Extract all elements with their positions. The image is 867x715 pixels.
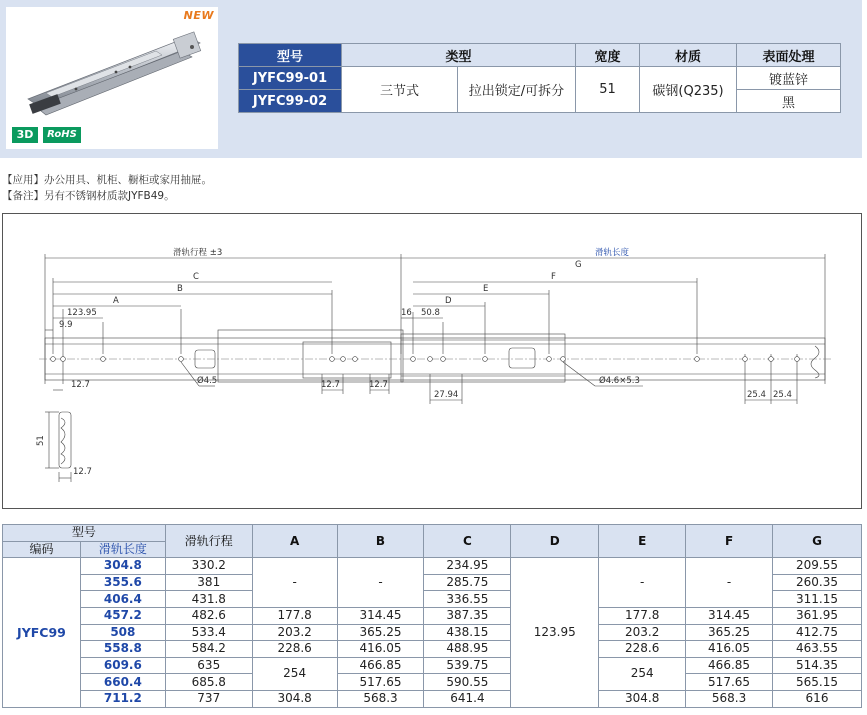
table-row-len: 660.4 <box>80 674 165 691</box>
label-12-7-d: 12.7 <box>73 467 92 477</box>
dim-header-C: C <box>424 525 511 558</box>
table-cell-stroke: 533.4 <box>165 624 252 641</box>
label-phi-4-5: Ø4.5 <box>197 376 218 386</box>
product-info-panel <box>0 0 862 158</box>
label-25-4-b: 25.4 <box>773 390 792 400</box>
label-D: D <box>445 296 452 306</box>
dim-header-A: A <box>252 525 337 558</box>
dim-code: JYFC99 <box>3 558 81 707</box>
table-cell-G: 463.55 <box>773 641 862 658</box>
table-cell-G: 260.35 <box>773 574 862 591</box>
label-G: G <box>575 260 582 270</box>
table-cell-C: 539.75 <box>424 657 511 674</box>
table-cell-G: 361.95 <box>773 607 862 624</box>
table-cell-A-dash: - <box>252 558 337 608</box>
dim-header-length: 滑轨长度 <box>80 541 165 558</box>
table-cell-F: 568.3 <box>686 690 773 707</box>
table-cell-C: 438.15 <box>424 624 511 641</box>
rohs-badge: RoHS <box>43 127 81 143</box>
table-cell-E: 304.8 <box>599 690 686 707</box>
table-cell-G: 514.35 <box>773 657 862 674</box>
table-cell-G: 209.55 <box>773 558 862 575</box>
table-row-len: 355.6 <box>80 574 165 591</box>
dimension-table <box>2 524 862 708</box>
table-cell-A: 228.6 <box>252 641 337 658</box>
dim-header-E: E <box>599 525 686 558</box>
table-cell-G: 412.75 <box>773 624 862 641</box>
table-cell-F: 466.85 <box>686 657 773 674</box>
table-cell-stroke: 635 <box>165 657 252 674</box>
table-cell-E: 203.2 <box>599 624 686 641</box>
dim-header-code: 编码 <box>3 541 81 558</box>
spec-header-material: 材质 <box>640 44 737 67</box>
table-cell-C: 336.55 <box>424 591 511 608</box>
table-row-len: 508 <box>80 624 165 641</box>
label-12-7-b: 12.7 <box>321 380 340 390</box>
table-cell-stroke: 685.8 <box>165 674 252 691</box>
label-12-7-c: 12.7 <box>369 380 388 390</box>
table-row-len: 558.8 <box>80 641 165 658</box>
table-cell-B: 416.05 <box>337 641 424 658</box>
spec-model-01: JYFC99-01 <box>239 67 342 90</box>
table-cell-E: 228.6 <box>599 641 686 658</box>
table-cell-D: 123.95 <box>511 558 599 707</box>
dim-header-D: D <box>511 525 599 558</box>
table-cell-F: 365.25 <box>686 624 773 641</box>
table-cell-B-dash: - <box>337 558 424 608</box>
table-cell-G: 311.15 <box>773 591 862 608</box>
spec-type-1: 三节式 <box>342 67 458 113</box>
remark-note: 【备注】另有不锈钢材质款JYFB49。 <box>2 190 175 202</box>
table-cell-F: 314.45 <box>686 607 773 624</box>
table-cell-F: 416.05 <box>686 641 773 658</box>
label-C: C <box>193 272 199 282</box>
table-cell-A: 304.8 <box>252 690 337 707</box>
label-123-95: 123.95 <box>67 308 97 318</box>
label-length: 滑轨长度 <box>595 248 630 258</box>
3d-badge: 3D <box>12 127 38 143</box>
dim-header-F: F <box>686 525 773 558</box>
label-9-9: 9.9 <box>59 320 73 330</box>
label-E: E <box>483 284 489 294</box>
dim-header-G: G <box>773 525 862 558</box>
notes <box>2 172 212 204</box>
table-cell-stroke: 431.8 <box>165 591 252 608</box>
label-27-94: 27.94 <box>434 390 459 400</box>
table-cell-C: 285.75 <box>424 574 511 591</box>
table-cell-stroke: 381 <box>165 574 252 591</box>
table-row-len: 609.6 <box>80 657 165 674</box>
label-stroke: 滑轨行程 ±3 <box>173 248 223 258</box>
table-cell-A: 177.8 <box>252 607 337 624</box>
table-cell-B: 466.85 <box>337 657 424 674</box>
table-cell-F: 517.65 <box>686 674 773 691</box>
table-cell-G: 565.15 <box>773 674 862 691</box>
spec-header-type: 类型 <box>342 44 576 67</box>
table-cell-C: 387.35 <box>424 607 511 624</box>
table-cell-E-254: 254 <box>599 657 686 690</box>
spec-type-2: 拉出锁定/可拆分 <box>458 67 576 113</box>
table-cell-B: 517.65 <box>337 674 424 691</box>
spec-material: 碳钢(Q235) <box>640 67 737 113</box>
table-cell-stroke: 737 <box>165 690 252 707</box>
label-12-7-a: 12.7 <box>71 380 90 390</box>
table-row-len: 711.2 <box>80 690 165 707</box>
table-cell-stroke: 584.2 <box>165 641 252 658</box>
product-image <box>6 7 218 149</box>
table-cell-A: 203.2 <box>252 624 337 641</box>
table-cell-A-254: 254 <box>252 657 337 690</box>
spec-surface-1: 镀蓝锌 <box>737 67 841 90</box>
label-50-8: 50.8 <box>421 308 440 318</box>
dim-header-model: 型号 <box>3 525 166 542</box>
spec-table <box>238 43 841 113</box>
table-cell-G: 616 <box>773 690 862 707</box>
label-phi-4-6x5-3: Ø4.6×5.3 <box>599 376 640 386</box>
spec-header-width: 宽度 <box>576 44 640 67</box>
table-row-len: 304.8 <box>80 558 165 575</box>
spec-width: 51 <box>576 67 640 113</box>
table-row-len: 406.4 <box>80 591 165 608</box>
table-cell-B: 568.3 <box>337 690 424 707</box>
spec-header-model: 型号 <box>239 44 342 67</box>
table-cell-stroke: 330.2 <box>165 558 252 575</box>
label-A: A <box>113 296 119 306</box>
spec-header-surface: 表面处理 <box>737 44 841 67</box>
table-cell-C: 641.4 <box>424 690 511 707</box>
label-B: B <box>177 284 183 294</box>
table-cell-C: 234.95 <box>424 558 511 575</box>
technical-drawing <box>2 213 862 509</box>
table-cell-E: 177.8 <box>599 607 686 624</box>
dim-header-B: B <box>337 525 424 558</box>
table-cell-F-dash: - <box>686 558 773 608</box>
table-cell-C: 590.55 <box>424 674 511 691</box>
table-cell-E-dash: - <box>599 558 686 608</box>
new-badge: NEW <box>183 9 214 22</box>
dim-header-stroke: 滑轨行程 <box>165 525 252 558</box>
label-F: F <box>551 272 556 282</box>
table-cell-B: 365.25 <box>337 624 424 641</box>
table-cell-stroke: 482.6 <box>165 607 252 624</box>
label-51: 51 <box>36 435 46 446</box>
label-16: 16 <box>401 308 412 318</box>
table-row-len: 457.2 <box>80 607 165 624</box>
spec-model-02: JYFC99-02 <box>239 90 342 113</box>
table-cell-C: 488.95 <box>424 641 511 658</box>
spec-surface-2: 黑 <box>737 90 841 113</box>
drawing-canvas <box>3 214 861 508</box>
label-25-4-a: 25.4 <box>747 390 766 400</box>
table-cell-B: 314.45 <box>337 607 424 624</box>
application-note: 【应用】办公用具、机柜、橱柜或家用抽屉。 <box>2 174 212 186</box>
